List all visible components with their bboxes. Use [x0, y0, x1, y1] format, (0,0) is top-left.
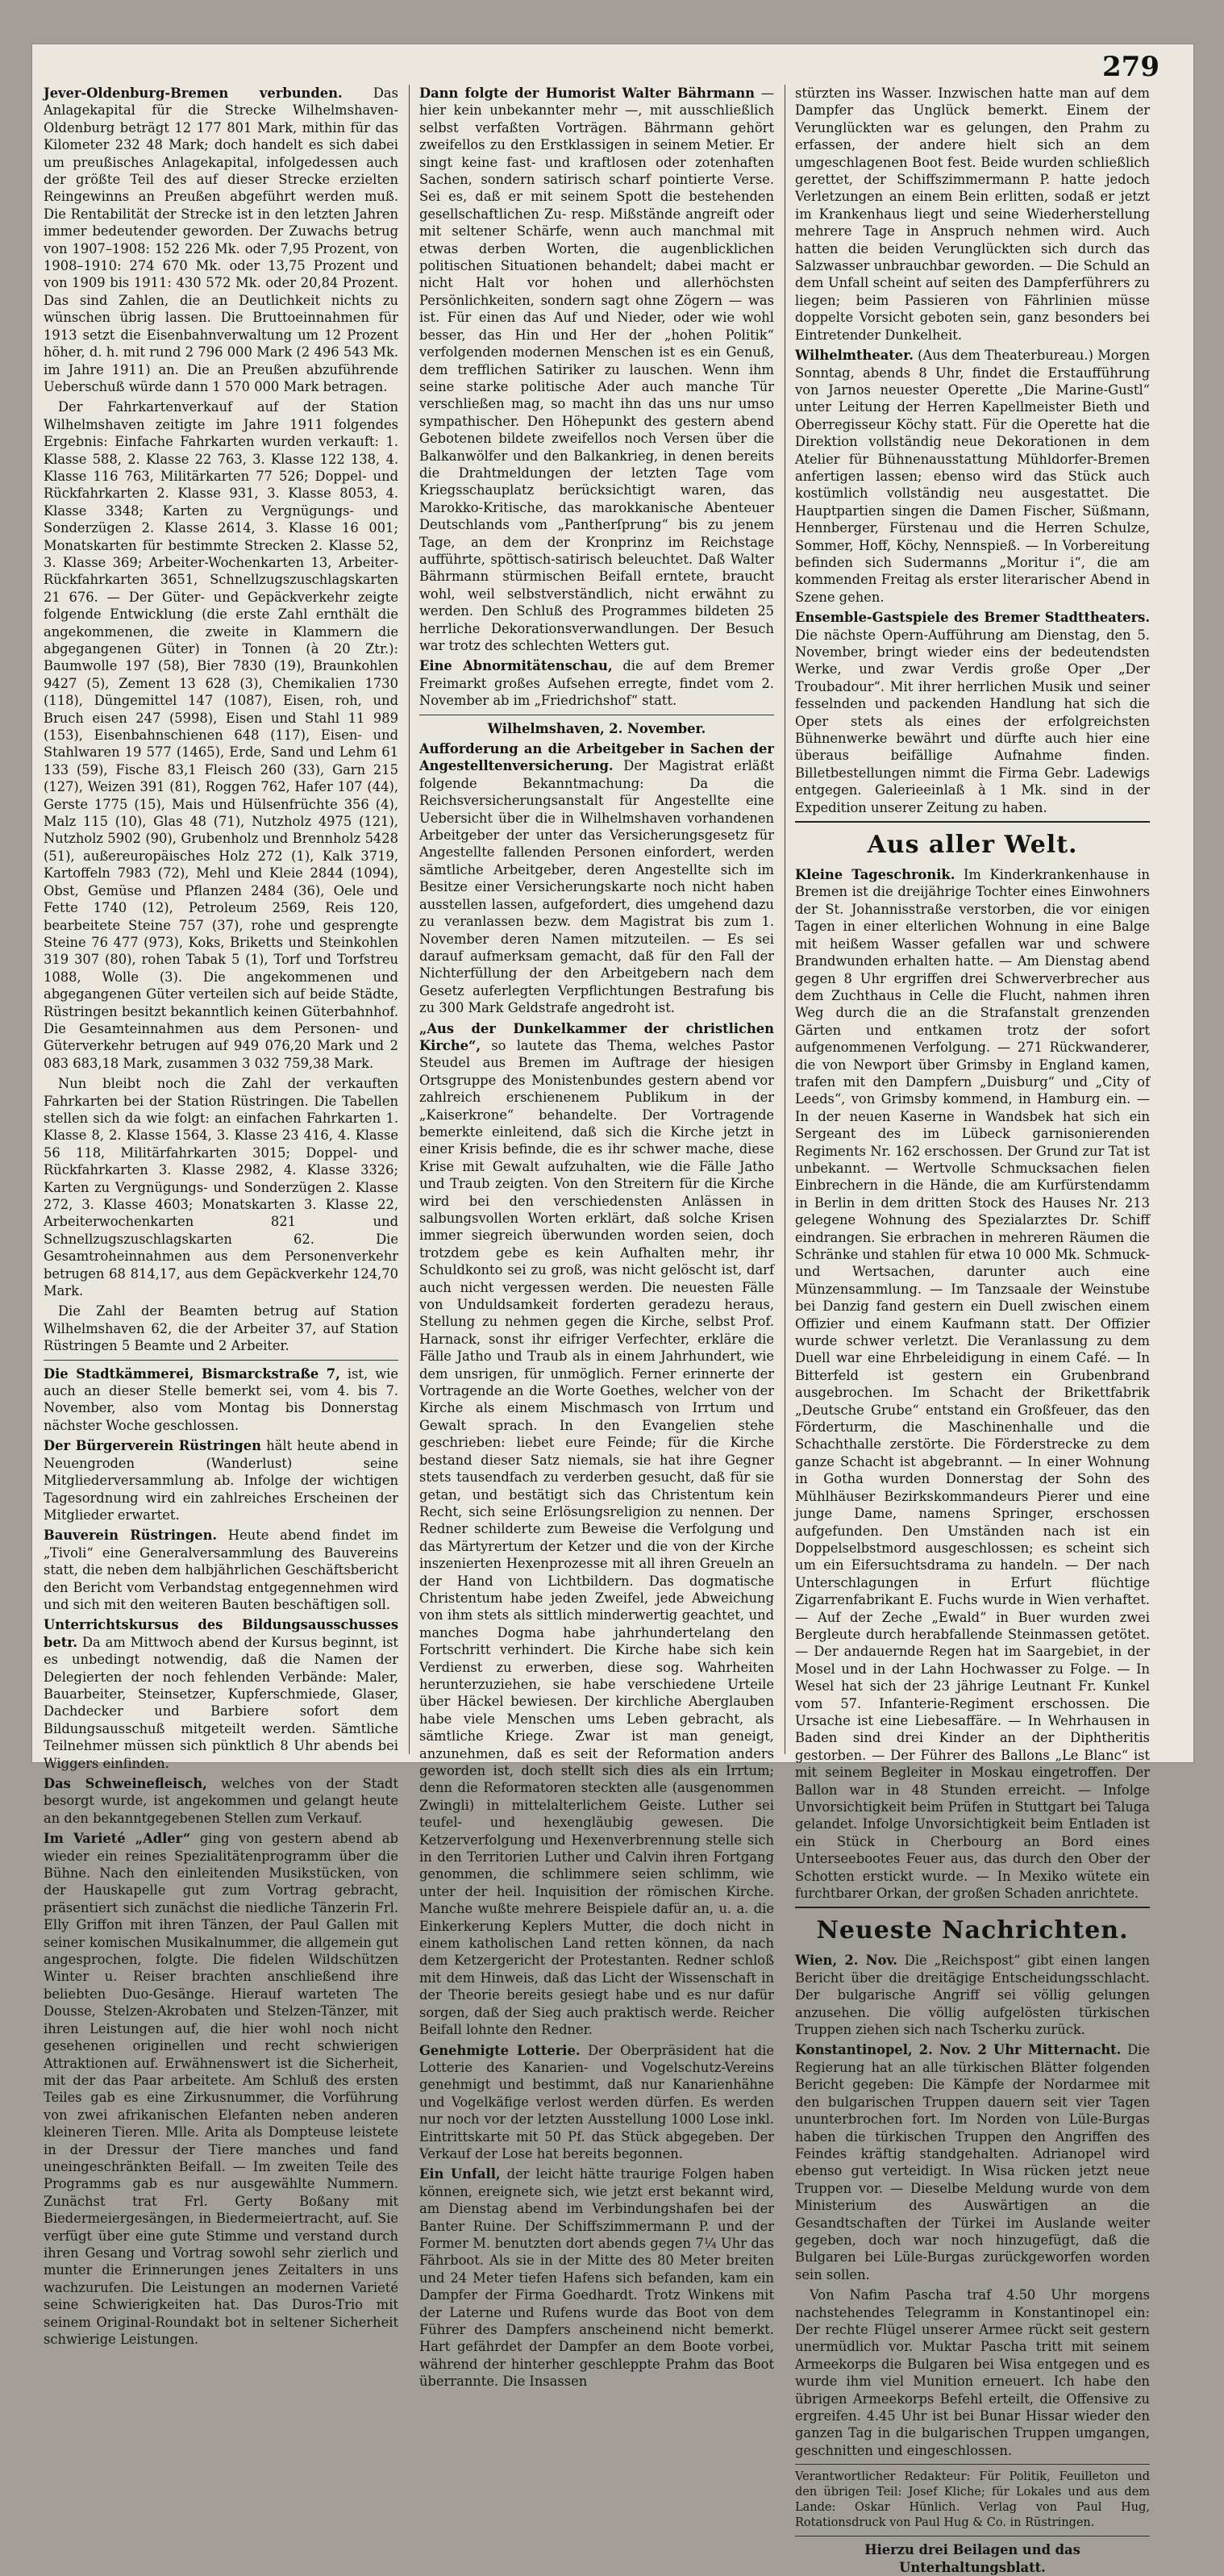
article-accident-continued: stürzten ins Wasser. Inzwischen hatte man auf dem Dampfer das Unglück bemerkt. Einem der Verunglückten war es gelungen, den Prahm zu erfassen, der andere hielt sich an dem umgeschlagenen Boot fest. Beide wurden schließlich gerettet, der Schiffszimmermann P. hatte jedoch Verletzungen an einem Bein erlitten, sodaß er jetzt im Krankenhaus liegt und seine Wiederherstellung mehrere Tage in Anspruch nehmen wird. Auch hatten die beiden Verunglückten sich durch das Salzwasser unbrauchbar geworden. — Die Schuld an dem Unfall scheint auf seiten des Dampferführers zu liegen; beim Passieren von Fährlinien müsse doppelte Vorsicht geboten sein, ganz besonders bei Eintretender Dunkelheit. — [795, 85, 1150, 343]
notice-education-course: Unterrichtskursus des Bildungsausschusses betr. Da am Mittwoch abend der Kursus beginnt, ist es unbedingt notwendig, daß die Namen der Delegierten der noch fehlenden Verbände: Maler, Bauarbeiter, Steinsetzer, Kupferschmiede, Glaser, Dachdecker und Barbiere sofort dem Bildungsausschuß mitgeteilt werden. Sämtliche Teilnehmer müssen sich pünktlich 8 Uhr abends bei Wiggers einfinden. — [44, 1617, 398, 1771]
column-2 — [419, 85, 775, 2390]
article-railway-capital: Jever-Oldenburg-Bremen verbunden. Das Anlagekapital für die Strecke Wilhelmshaven-Oldenburg beträgt 12 177 801 Mark, mithin für das Kilometer 232 48 Mark; doch handelt es sich dabei um preußisches Anlagekapital, infolgedessen auch der größte Teil des auf dieser Strecke erzielten Reingewinns an Preußen abgeführt werden muß. Die Rentabilität der Strecke ist in den letzten Jahren immer bedeutender geworden. Der Zuwachs betrug von 1907–1908: 152 226 Mk. oder 7,95 Prozent, von 1908–1910: 274 670 Mk. oder 13,75 Prozent und von 1909 bis 1911: 430 572 Mk. oder 20,84 Prozent. Das sind Zahlen, die an Deutlichkeit nichts zu wünschen übrig lassen. Die Bruttoeinnahmen für 1913 setzt die Eisenbahnverwaltung um 12 Prozent höher, d. h. mit rund 2 796 000 Mark (2 496 543 Mk. im Jahre 1911) an. Die an Preußen abzuführende Ueberschuß würde dann 1 570 000 Mark betragen. — [44, 85, 398, 394]
column-3 — [795, 85, 1150, 2575]
imprint: Verantwortlicher Redakteur: Für Politik, Feuilleton und den übrigen Teil: Josef Kliche; für Lokales und aus dem Lande: Oskar Hünlich. Verlag von Paul Hug, Rotationsdruck von Paul Hug & Co. in Rüstringen. — [795, 2470, 1150, 2530]
section-heading-world: Aus aller Welt. — [867, 831, 1078, 860]
article-staff-count: Die Zahl der Beamten betrug auf Station Wilhelmshaven 62, die der Arbeiter 37, auf Station Rüstringen 5 Beamte und 2 Arbeiter. — [44, 1303, 398, 1354]
news-constantinople: Konstantinopel, 2. Nov. 2 Uhr Mitternacht. Die Regierung hat an alle türkischen Blätter folgenden Bericht gegeben: Die Kämpfe der Nordarmee mit den bulgarischen Truppen dauern seit vier Tagen ununterbrochen fort. Im Norden von Lüle-Burgas haben die türkischen Truppen den Angriffen des Feindes kräftig standgehalten. Adrianopel wird ebenso gut verteidigt. In Wisa rücken jetzt neue Truppen vor. — Dieselbe Meldung wurde von dem Ministerium des Auswärtigen an die Gesandtschaften der Türkei im Auslande weiter gegeben, doch war noch hinzugefügt, daß die Bulgaren bei Lüle-Burgas zurückgeworfen worden sein sollen. — [795, 2042, 1150, 2282]
notice-citizens-club: Der Bürgerverein Rüstringen hält heute abend in Neuengroden (Wanderlust) seine Mitgliederversammlung ab. Infolge der wichtigen Tagesordnung wird ein zahlreiches Erscheinen der Mitglieder erwartet. — [44, 1438, 398, 1523]
news-telegram: Von Nafim Pascha traf 4.50 Uhr morgens nachstehendes Telegramm in Konstantinopel ein: Der rechte Flügel unserer Armee rückt seit gestern unermüdlich vor. Muktar Pascha tritt mit seinem Armeekorps die Bulgaren bei Wisa entgegen und es wurde ihm viel Munition erneuert. Ich habe den übrigen Armeekorps Befehl erteilt, die Offensive zu ergreifen. 4.45 Uhr ist bei Bunar Hissar wieder den ganzen Tag in die bulgarischen Truppen umgangen, geschnitten und eingeschlossen. — [795, 2287, 1150, 2458]
article-employee-insurance: Aufforderung an die Arbeitgeber in Sachen der Angestelltenversicherung. Der Magistrat erläßt folgende Bekanntmachung: Da die Reichsversicherungsanstalt für Angestellte eine Uebersicht über die in Wilhelmshaven vorhandenen Arbeitgeber der unter das Versicherungsgesetz für Angestellte fallenden Personen einfordert, werden sämtliche Arbeitgeber, deren Angestellte sich im Besitze einer Versicherungskarte noch nicht haben ausstellen lassen, aufgefordert, dies umgehend dazu zu veranlassen bezw. dem Magistrat bis zum 1. November deren Namen mitzuteilen. — Es sei darauf aufmerksam gemacht, daß für den Fall der Nichterfüllung der den Arbeitgebern nach dem Gesetz auferlegten Verpflichtungen Bestrafung bis zu 300 Mark Geldstrafe angedroht ist. — [419, 741, 774, 1016]
article-church-lecture: „Aus der Dunkelkammer der christlichen Kirche“, so lautete das Thema, welches Pastor Steudel aus Bremen im Auftrage der hiesigen Ortsgruppe des Monistenbundes gestern abend vor zahlreich erschienenem Publikum in der „Kaiserkrone“ behandelte. Der Vortragende bemerkte einleitend, daß sich die Kirche jetzt in einer Krisis befinde, die es ihr schwer mache, diese Krise mit Gewalt aufzuhalten, wie die Fälle Jatho und Traub zeigten. Von den Streitern für die Kirche wird bei den verschiedensten Anlässen in salbungsvollen Worten erklärt, daß solche Krisen immer siegreich überwunden worden seien, doch trotzdem gebe es kein Aufhalten mehr, ihr Schuldkonto sei zu groß, was nicht gelöscht ist, darf auch nicht vergessen werden. Die neuesten Fälle von Unduldsamkeit forderten geradezu heraus, Stellung zu nehmen gegen die Kirche, selbst Prof. Harnack, sonst ihr eifriger Verfechter, erkläre die Fälle Jatho und Traub als in einem Jahrhundert, wie dem unsrigen, für unmöglich. Ferner erinnerte der Vortragende an die Worte Goethes, welcher von der Kirche als einem Mischmasch von Irrtum und Gewalt sprach. In den Evangelien stehe geschrieben: liebet eure Feinde; für die Kirche bestand dieser Satz niemals, sie hat ihre Gegner stets tausendfach zu verderben gesucht, daß für sie getan, und bestätigt sich das Christentum kein Recht, sich seine Erlösungsreligion zu nennen. Der Redner schilderte zum Beweise die Verfolgung und das Märtyrertum der Ketzer und die von der Kirche inszenierten Hexenprozesse mit all ihren Greueln an der Hand von Lichtbildern. Das dogmatische Christentum habe jeden Zweifel, jede Abweichung von ihm stets als sittlich minderwertig geachtet, und manches Dogma habe jahrhundertelang den Fortschritt verhindert. Die Kirche habe sich kein Verdienst zu erwerben, diese sog. Wahrheiten herunterzuziehen, sie habe verschiedene Urteile über Häckel bewiesen. Der kirchliche Aberglauben habe viele Menschen ums Leben gebracht, als sämtliche Kriege. Zwar ist man geneigt, anzunehmen, daß es seit der Reformation anders geworden ist, doch stellt sich dies als ein Irrtum; denn die Reformatoren steckten alle (ausgenommen Zwingli) in mittelalterlichem Geiste. Luther sei teufel- und hexengläubig gewesen. Die Ketzerverfolgung und Hexenverbrennung stelle sich in den Territorien Luther und Calvin ihren Fortgang genommen, die schlimmere seien schlimm, wie unter der heil. Inquisition der römischen Kirche. Manche wußte mehrere Beispiele dafür an, u. a. die Einkerkerung Keplers Mutter, die doch nicht in einem katholischen Land retten können, da nach dem Ketzergericht der Protestanten. Redner schloß mit dem Hinweis, daß das Licht der Wissenschaft in der Theorie bereits gesiegt habe und es nur dafür sorgen, daß der Sieg auch praktisch werde. Reicher Beifall lohnte den Redner. — [419, 1020, 774, 2038]
divider — [795, 2464, 1150, 2465]
article-humorist: Dann folgte der Humorist Walter Bährmann — hier kein unbekannter mehr —, mit ausschließlich selbst verfaßten Vorträgen. Bährmann gehört zweifellos zu den Erstklassigen in seinem Metier. Er singt keine fast- und kraftlosen oder zotenhaften Sachen, sondern satirisch scharf pointierte Verse. Sei es, daß er mit seinem Spott die bestehenden gesellschaftlichen Zu- resp. Mißstände angreift oder mit seltener Schärfe, wenn auch manchmal mit etwas derben Worten, die augenblicklichen politischen Situationen behandelt; dabei macht er nicht Halt vor hohen und allerhöchsten Persönlichkeiten, sondern sagt ohne Zögern — was ist. Für einen das Auf und Nieder, oder wie wohl besser, das Hin und Her der „hohen Politik“ verfolgenden modernen Menschen ist es ein Genuß, dem trefflichen Satiriker zu lauschen. Wenn ihm seine starke politische Ader auch manche Tür verschließen mag, so macht ihn das uns nur umso sympathischer. Den Höhepunkt des gestern abend Gebotenen bildete zweifellos noch Versen über die Balkanwölfer und den Balkankrieg, in denen bereits die Drahtmeldungen der letzten Tage vom Kriegsschauplatz berücksichtigt waren, das Marokko-Kritische, das marokkanische Abenteuer Deutschlands vom „Pantherſprung“ bis zu jenem Tage, an dem der Kronprinz im Reichstage aufführte, spöttisch-satirisch beleuchtet. Daß Walter Bährmann stürmischen Beifall erntete, braucht wohl, weil selbstverständlich, nicht erwähnt zu werden. Den Schluß des Programmes bildeten 25 herrliche Dekorationsverwandlungen. Der Besuch war trotz des schlechten Wetters gut. — [419, 85, 774, 653]
notice-lottery: Genehmigte Lotterie. Der Oberpräsident hat die Lotterie des Kanarien- und Vogelschutz-Vereins genehmigt und bestimmt, daß nur Kanarienhähne und Vogelkäfige verlost werden dürfen. Es werden nur noch vor der letzten Ausstellung 1000 Lose inkl. Eintrittskarte mit 50 Pf. das Stück abgegeben. Der Verkauf der Lose hat bereits begonnen. — [419, 2042, 774, 2161]
column-rule-1 — [409, 85, 410, 1754]
divider — [795, 821, 1150, 823]
article-variete-adler: Im Varieté „Adler“ ging von gestern abend ab wieder ein reines Spezialitätenprogramm über die Bühne. Nach den einleitenden Musikstücken, von der Hauskapelle gut zum Vortrag gebracht, präsentiert sich zunächst die niedliche Tänzerin Frl. Elly Griffon mit ihren Tänzen, der Paul Gallen mit seiner komischen Musikalnummer, die allgemein gut angesprochen, folgte. Die fidelen Wildschützen Winter u. Reiser brachten anschließend ihre beliebten Duo-Gesänge. Hierauf warteten The Dousse, Stelzen-Akrobaten und Stelzen-Tänzer, mit ihren Leistungen auf, die hier wohl noch nicht gesehenen originellen und recht schwierigen Attraktionen auf. Erwähnenswert ist die Sicherheit, mit der das Paar arbeitete. Am Schluß des ersten Teiles gab es eine Zirkusnummer, die Vorführung von zwei afrikanischen Elefanten neben anderen kleineren Tieren. Mlle. Arita als Dompteuse leistete in der Dressur der Tiere manches und fand uneingeschränkten Beifall. — Im zweiten Teile des Programms gab es nur ausgewählte Nummern. Zunächst trat Frl. Gerty Boßany mit Biedermeiergesängen, in Biedermeiertracht, auf. Sie verfügt über eine gute Stimme und verstand durch ihren Gesang und Vortrag sowohl sehr zierlich und munter die Erinnerungen jenes Zeitalters in uns wachzurufen. Die Leistungen an modernen Varieté seine Schwierigkeiten hat. Das Duros-Trio mit seinem Original-Roundakt bot in seltener Sicherheit schwierige Leistungen. — [44, 1831, 398, 2347]
supplements-note: Hierzu drei Beilagen und das Unterhaltungsblatt. — [864, 2542, 1080, 2575]
divider — [44, 1360, 398, 1361]
article-ticket-sales: Der Fahrkartenverkauf auf der Station Wilhelmshaven zeitigte im Jahre 1911 folgendes Ergebnis: Einfache Fahrkarten wurden verkauft: 1. Klasse 588, 2. Klasse 22 763, 3. Klasse 122 138, 4. Klasse 116 763, Militärkarten 77 526; Doppel- und Rückfahrkarten 2. Klasse 931, 3. Klasse 8053, 4. Klasse 3348; Karten zu Vergnügungs- und Sonderzügen 2. Klasse 2614, 3. Klasse 16 001; Monatskarten für bestimmte Strecken 2. Klasse 52, 3. Klasse 369; Arbeiter-Wochenkarten 13, Arbeiter-Rückfahrkarten 3651, Schnellzugszuschlagskarten 21 676. — Der Güter- und Gepäckverkehr zeigte folgende Entwicklung (die erste Zahl ernthält die angekommenen, die zweite in Klammern die abgegangenen Güter) in Tonnen (à 20 Ztr.): Baumwolle 197 (58), Bier 7830 (19), Braunkohlen 9427 (5), Zement 13 628 (3), Chemikalien 1730 (118), Düngemittel 147 (1087), Eisen, roh, und Bruch eisen 247 (5998), Eisen und Stahl 11 989 (153), Eisenbahnschienen 648 (117), Eisen- und Stahlwaren 19 577 (1465), Erde, Sand und Lehm 61 133 (59), Fische 83,1 Fleisch 260 (33), Garn 215 (127), Weizen 391 (81), Roggen 762, Hafer 107 (44), Gerste 1775 (15), Mais und Hülsenfrüchte 356 (4), Malz 115 (10), Glas 48 (71), Nutzholz 4975 (121), Nutzholz 5902 (90), Grubenholz und Brennholz 5428 (51), außereuropäisches Holz 272 (1), Kalk 3719, Kartoffeln 7983 (72), Mehl und Kleie 2844 (1094), Obst, Gemüse und Pflanzen 2484 (36), Oele und Fette 1740 (12), Petroleum 2569, Reis 120, bearbeitete Steine 757 (37), rohe und gesprengte Steine 76 477 (973), Koks, Briketts und Steinkohlen 319 307 (80), rohen Tabak 5 (1), Torf und Torfstreu 1088, Wolle (3). Die angekommenen und abgegangenen Güter verteilen sich auf beide Städte, Rüstringen besitzt bekanntlich keinen Güterbahnhof. Die Gesamteinnahmen aus dem Personen- und Güterverkehr betrugen auf 949 076,20 Mark und 2 083 683,18 Mark, zusammen 3 032 759,38 Mark. — [44, 399, 398, 1071]
section-heading-news: Neueste Nachrichten. — [816, 1916, 1129, 1945]
columns — [44, 85, 1180, 2575]
notice-pork: Das Schweinefleisch, welches von der Stadt besorgt wurde, ist angekommen und gelangt heute an den bekanntgegebenen Stellen zum Verkauf. — [44, 1776, 399, 1826]
column-1 — [44, 85, 399, 2347]
article-accident: Ein Unfall, der leicht hätte traurige Folgen haben können, ereignete sich, wie jetzt erst bekannt wird, am Dienstag abend im Verbindungshafen bei der Banter Ruine. Der Schiffszimmermann P. und der Former M. benutzten dort abends gegen 7¼ Uhr das Fährboot. Als sie in der Mitte des 80 Meter breiten und 24 Meter tiefen Hafens sich befanden, kam ein Dampfer der Firma Goedhardt. Trotz Winkens mit der Laterne und Rufens wurde das Boot von dem Führer des Dampfers anscheinend nicht bemerkt. Hart gefährdet der Dampfer an dem Boote vorbei, während der hinterher geschleppte Prahm das Boot überrannte. Die Insassen — [419, 2166, 774, 2390]
newspaper-page — [32, 44, 1193, 2575]
news-vienna: Wien, 2. Nov. Die „Reichspost“ gibt einen langen Bericht über die dreitägige Entscheidungsschlacht. Der bulgarische Angriff sei völlig gelungen anzusehen. Die völlig aufgelösten türkischen Truppen ziehen sich nach Tscherku zurück. — [795, 1953, 1150, 2038]
article-ruestringen-tickets: Nun bleibt noch die Zahl der verkauften Fahrkarten bei der Station Rüstringen. Die Tabellen stellen sich da wie folgt: an einfachen Fahrkarten 1. Klasse 8, 2. Klasse 1564, 3. Klasse 23 416, 4. Klasse 56 118, Militärfahrkarten 3015; Doppel- und Rückfahrkarten 3. Klasse 2982, 4. Klasse 3326; Karten zu Vergnügungs- und Sonderzügen 2. Klasse 272, 3. Klasse 4603; Monatskarten 3. Klasse 22, Arbeiterwochenkarten 821 und Schnellzugszuschlagskarten 62. Die Gesamtroheinnahmen aus dem Personenverkehr betrugen 68 814,17, aus dem Gepäckverkehr 124,70 Mark. — [44, 1076, 398, 1299]
notice-building-club: Bauverein Rüstringen. Heute abend findet im „Tivoli“ eine Generalversammlung des Bauvereins statt, die neben dem halbjährlichen Geschäftsbericht den Bericht vom Verbandstag entgegennehmen wird und sich mit den weiteren Bauten beschäftigen soll. — [44, 1528, 398, 1612]
dateline: Wilhelmshaven, 2. November. — [487, 720, 706, 736]
notice-city-treasury: Die Stadtkämmerei, Bismarckstraße 7, ist, wie auch an dieser Stelle bemerkt sei, vom 4. bis 7. November, also vom Montag bis Donnerstag nächster Woche geschlossen. — [44, 1365, 398, 1433]
divider — [795, 1907, 1150, 1908]
page-number: 279 — [1102, 51, 1159, 83]
notice-abnormity-show: Eine Abnormitätenschau, die auf dem Bremer Freimarkt großes Aufsehen erregte, findet vom 2. November ab im „Friedrichshof“ statt. — [419, 658, 775, 709]
notice-wilhelmtheater: Wilhelmtheater. (Aus dem Theaterbureau.) Morgen Sonntag, abends 8 Uhr, findet die Erstaufführung von Jarnos neuester Operette „Die Marine-Gustl“ unter Leitung der Herren Kapellmeister Bieth und Oberregisseur Köchy statt. Für die Operette hat die Direktion vollständig neue Dekorationen in dem Atelier für Bühnenausstattung Mühldorfer-Bremen anfertigen lassen; ebenso wird das Stück auch kostümlich vollständig neu ausgestattet. Die Hauptpartien singen die Damen Fischer, Süßmann, Hennberger, Fürstenau und die Herren Schulze, Sommer, Hoff, Köchy, Nennspieß. — In Vorbereitung befinden sich Sudermanns „Moritur i“, die am kommenden Freitag als erster literarischer Abend in Szene gehen. — [795, 348, 1150, 605]
article-daily-chronicle: Kleine Tageschronik. Im Kinderkrankenhause in Bremen ist die dreijährige Tochter eines Einwohners der St. Johannisstraße verstorben, die vor einigen Tagen in einer elterlichen Wohnung in eine Balge mit heißem Wasser gefallen war und schwere Brandwunden erhalten hatte. — Am Dienstag abend gegen 8 Uhr ergriffen drei Schwerverbrecher aus dem Zuchthaus in Celle die Flucht, nahmen ihren Weg durch die an die Strafanstalt grenzenden Gärten und entkamen trotz der sofort aufgenommenen Verfolgung. — 271 Rückwanderer, die von Newport über Grimsby in England kamen, trafen mit den Dampfern „Duisburg“ und „City of Leeds“, von Grimsby kommend, in Hamburg ein. — In der neuen Kaserne in Wandsbek hat sich ein Sergeant des im Lübeck garnisonierenden Regiments Nr. 162 erschossen. Der Grund zur Tat ist unbekannt. — Wertvolle Schmucksachen fielen Einbrechern in die Hände, die am Kurfürstendamm in Berlin in dem dritten Stock des Hauses Nr. 213 gelegene Wohnung des Spezialarztes Dr. Schiff eindrangen. Sie erbrachen in mehreren Räumen die Schränke und stahlen für etwa 10 000 Mk. Schmuck- und Wertsachen, darunter auch eine Münzensammlung. — Im Tanzsaale der Weinstube bei Danzig fand gestern ein Duell zwischen einem Offizier und einem Kaufmann statt. Der Offizier wurde schwer verletzt. Die Veranlassung zu dem Duell war eine Ehrbeleidigung in einem Café. — In Bitterfeld ist gestern ein Grubenbrand ausgebrochen. Im Schacht der Brikettfabrik „Deutsche Grube“ entstand ein Großfeuer, das den Förderturm, die Maschinenhalle und die Schachthalle zerstörte. Die Förderstrecke zu dem ganze Schacht ist abgebrannt. — In einer Wohnung in Gotha wurden Donnerstag der Sohn des Mühlhäuser Bezirkskommandeurs Pierer und eine junge Dame, namens Springer, erschossen aufgefunden. Den Umständen nach ist ein Doppelselbstmord ausgeschlossen; es scheint sich um ein Eifersuchtsdrama zu handeln. — Der nach Unterschlagungen in Erfurt flüchtige Zigarrenfabrikant E. Fuchs wurde in Wien verhaftet. — Auf der Zeche „Ewald“ in Buer wurden zwei Bergleute durch herabfallende Steinmassen getötet. — Der andauernde Regen hat im Saargebiet, in der Mosel und in der Lahn Hochwasser zu Folge. — In Wesel hat sich der 23 jährige Leutnant Fr. Kunkel vom 57. Infanterie-Regiment erschossen. Die Ursache ist eine Liebesaffäre. — In Wehrhausen in Baden sind drei Kinder an der Diphtheritis gestorben. — Der Führer des Ballons „Le Blanc“ ist mit seinem Begleiter in Moskau eingetroffen. Der Ballon war in 48 Stunden erreicht. — Infolge Unvorsichtigkeit beim Prüfen in Stuttgart bei Taluga gelandet. Infolge Unvorsichtigkeit beim Entladen ist ein Stück in Cherbourg an Bord eines Unterseebootes Feuer aus, das durch den Ober der Schotten erstickt wurde. — In Mexiko wütete ein furchtbarer Orkan, der großen Schaden anrichtete. — [795, 867, 1150, 1902]
notice-ensemble-guest: Ensemble-Gastspiele des Bremer Stadttheaters. Die nächste Opern-Aufführung am Dienstag, den 5. November, bringt wieder eins der bedeutendsten Werke, und zwar Verdis große Oper „Der Troubadour“. Mit ihrer herrlichen Musik und seiner fesselnden und packenden Handlung hat sich die Oper stets als eines der erfolgreichsten Bühnenwerke bewährt und dürfte auch hier eine überaus beifällige Aufnahme finden. Billetbestellungen nimmt die Firma Gebr. Ladewigs entgegen. Galerieeinlaß à 1 Mk. sind in der Expedition unserer Zeitung zu haben. — [795, 610, 1150, 815]
